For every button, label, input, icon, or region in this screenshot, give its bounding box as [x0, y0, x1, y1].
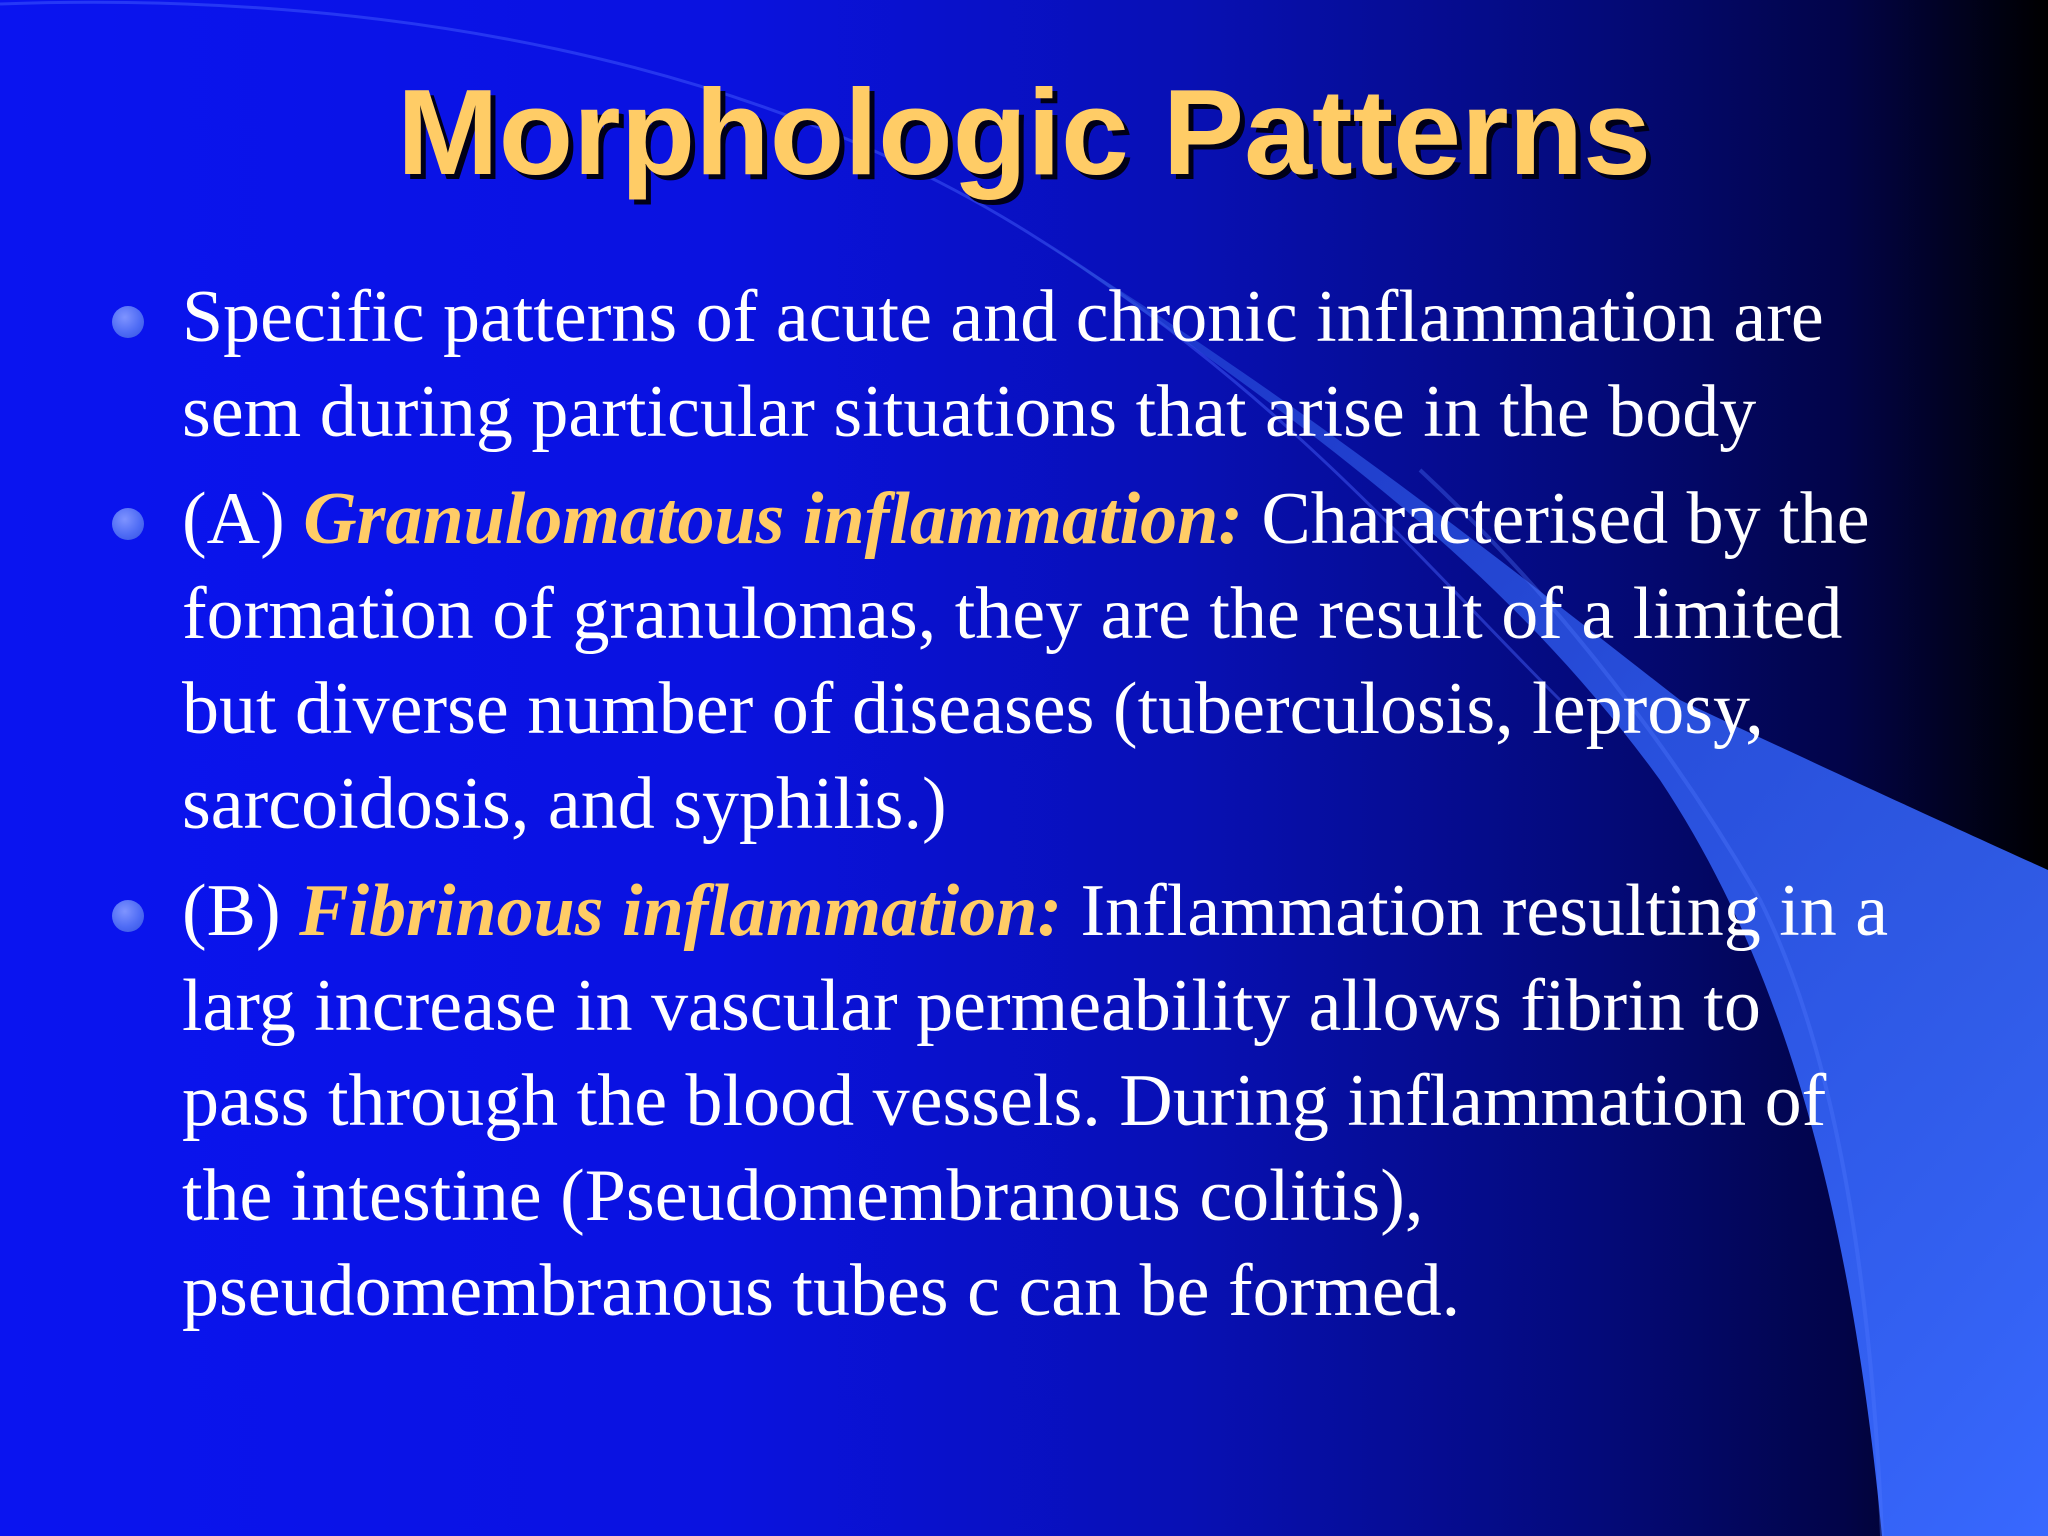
- term-granulomatous-inflammation: Granulomatous inflammation:: [303, 478, 1243, 560]
- bullet-prefix: (A): [182, 478, 304, 560]
- bullet-text: [182, 864, 1902, 1339]
- bullet-prefix: (B): [182, 870, 300, 952]
- bullet-body: Inflammation resulting in a larg increase in vascular permeability allows fibrin to pass through the blood vessels. During inflammation of the intestine (Pseudomembranous colitis), pseudomembranous tubes c can be formed.: [182, 870, 1889, 1332]
- bullet-body: Characterised by the formation of granulomas, they are the result of a limited but diverse number of diseases (tuberculosis, leprosy, sarcoidosis, and syphilis.): [182, 478, 1870, 845]
- bullet-text: [182, 270, 1902, 460]
- term-fibrinous-inflammation: Fibrinous inflammation:: [299, 870, 1062, 952]
- bullet-dot-icon: [112, 900, 144, 932]
- bullet-item-fibrinous: [0, 864, 2048, 1339]
- bullet-list: [0, 270, 2048, 1351]
- bullet-text: [182, 472, 1902, 852]
- slide-title: Morphologic Patterns: [397, 64, 1651, 200]
- bullet-body: Specific patterns of acute and chronic inflammation are sem during particular situations that arise in the body: [182, 276, 1824, 453]
- bullet-item-granulomatous: [0, 472, 2048, 852]
- bullet-dot-icon: [112, 306, 144, 338]
- bullet-dot-icon: [112, 508, 144, 540]
- bullet-item-intro: [0, 270, 2048, 460]
